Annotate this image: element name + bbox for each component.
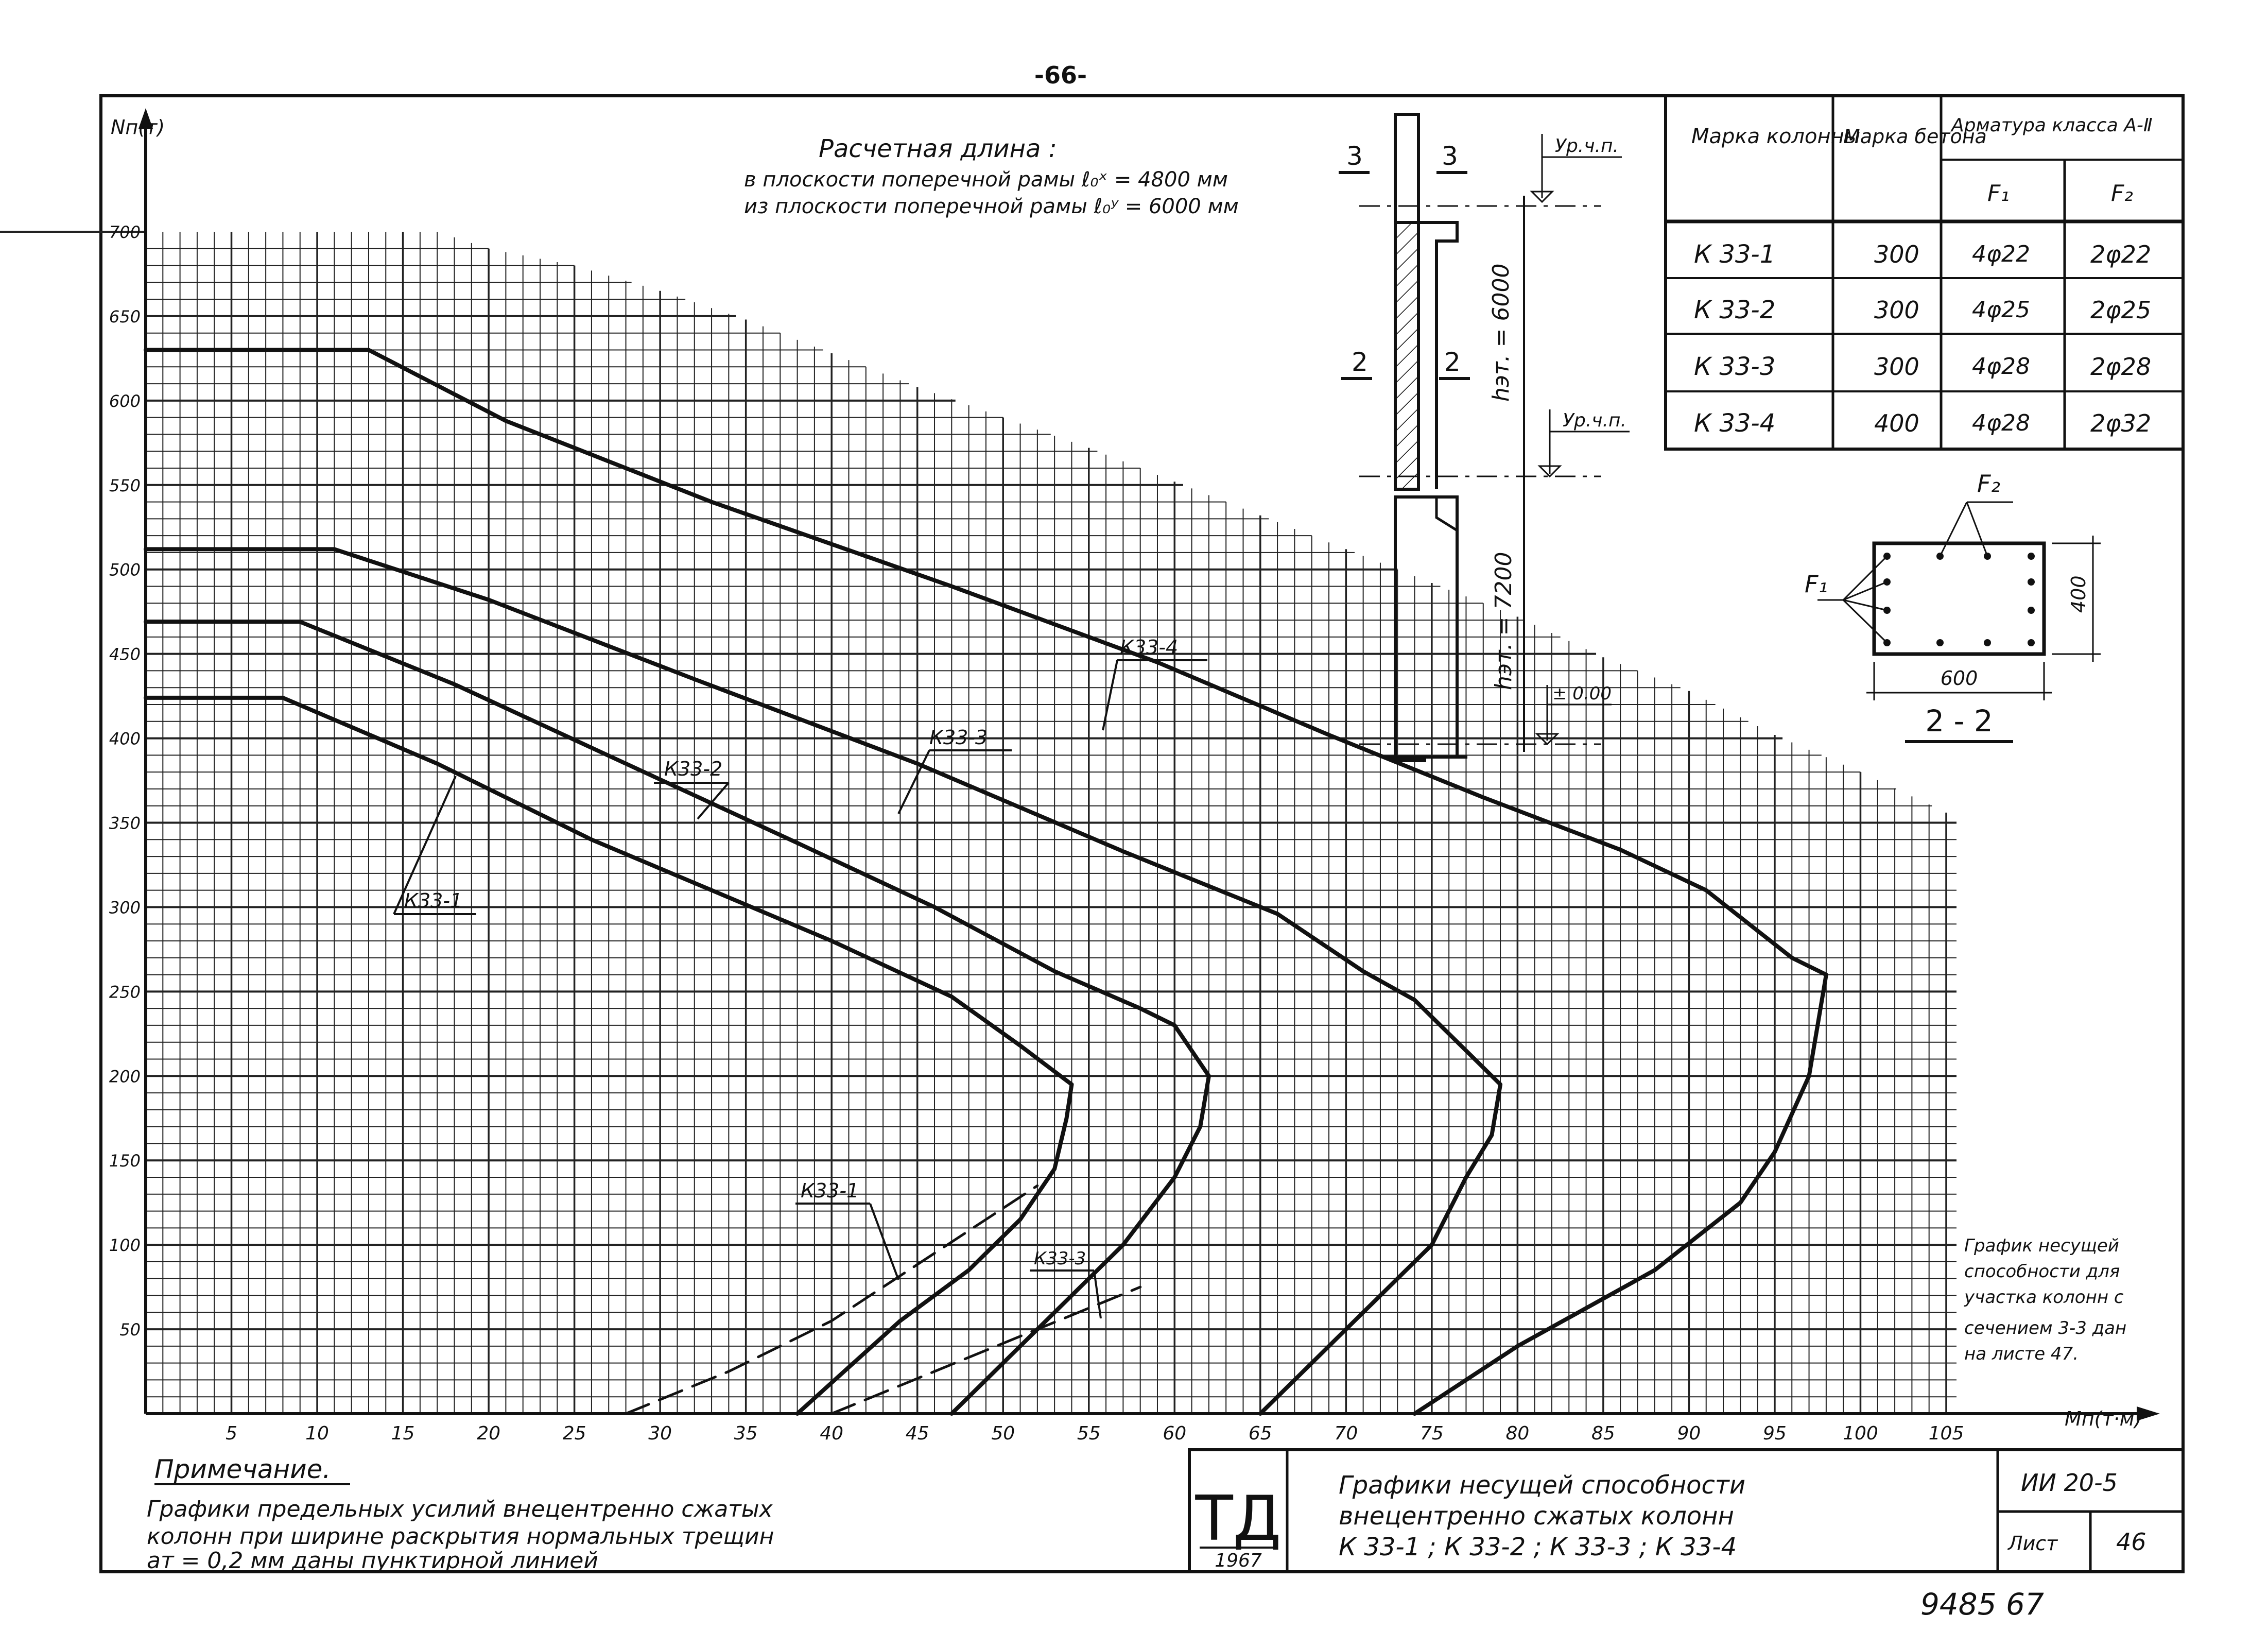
- x-tick-label: 5: [226, 1423, 237, 1444]
- table-cell-f2: 2φ28: [2090, 353, 2152, 381]
- y-tick-label: 550: [109, 475, 141, 495]
- table-cell-concrete: 300: [1874, 296, 1919, 324]
- x-axis-label: Mп(т·м): [2065, 1407, 2142, 1430]
- x-tick-label: 60: [1163, 1423, 1187, 1444]
- x-tick-label: 90: [1677, 1423, 1701, 1444]
- x-tick-label: 80: [1505, 1423, 1530, 1444]
- footnote-line: колонн при ширине раскрытия нормальных трещин: [147, 1523, 774, 1550]
- table-cell-f1: 4φ28: [1972, 353, 2031, 380]
- x-tick-label: 35: [734, 1423, 758, 1444]
- title-line: Графики несущей способности: [1339, 1471, 1746, 1500]
- cross-section-2-2: [1805, 470, 2101, 742]
- footnote: [147, 1454, 774, 1574]
- curve-label-k33-3-dashed: К33-3: [1034, 1248, 1086, 1269]
- y-tick-label: 600: [109, 391, 141, 411]
- design-length-line2: из плоскости поперечной рамы ℓ₀ʸ = 6000 мм: [744, 195, 1239, 218]
- sheet-number: 46: [2116, 1528, 2146, 1556]
- level-marker-top: [1532, 134, 1622, 202]
- x-tick-label: 20: [477, 1423, 501, 1444]
- curve-label-k33-3: К33-3: [929, 726, 988, 749]
- title-year: 1967: [1215, 1550, 1262, 1571]
- y-axis-label: Nп(т): [111, 116, 165, 139]
- footnote-line: Графики предельных усилий внецентренно сжатых: [147, 1496, 773, 1522]
- table-header-f1: F₁: [1987, 180, 2010, 207]
- x-tick-label: 10: [305, 1423, 329, 1444]
- sheet-label: Лист: [2008, 1532, 2058, 1555]
- side-note-line: участка колонн с: [1964, 1287, 2124, 1308]
- curve-label-k33-2: К33-2: [664, 758, 723, 780]
- chart-axes: [109, 108, 2160, 1444]
- title-line: К 33-1 ; К 33-2 ; К 33-3 ; К 33-4: [1339, 1533, 1737, 1561]
- section-height: 400: [2067, 575, 2090, 613]
- table-cell-f2: 2φ22: [2090, 241, 2152, 268]
- side-note-line: способности для: [1964, 1261, 2120, 1282]
- title-block: [1189, 1450, 2183, 1572]
- footnote-title: Примечание.: [154, 1454, 331, 1484]
- chart-grid: [0, 232, 1957, 1414]
- section-label-f1: F₁: [1805, 570, 1828, 598]
- series-code: ИИ 20-5: [2021, 1469, 2118, 1497]
- x-tick-label: 15: [391, 1423, 415, 1444]
- side-note-line: на листе 47.: [1964, 1344, 2079, 1364]
- curve-к333-series-2: [146, 549, 1500, 1414]
- x-tick-label: 100: [1843, 1423, 1878, 1444]
- table-header-f2: F₂: [2111, 180, 2133, 207]
- table-cell-mark: К 33-4: [1694, 409, 1776, 438]
- side-note: [1964, 1235, 2126, 1364]
- table-cell-f1: 4φ28: [1972, 410, 2031, 436]
- y-tick-label: 350: [109, 813, 141, 833]
- height-upper: hэт. = 6000: [1488, 263, 1514, 402]
- x-tick-label: 50: [991, 1423, 1015, 1444]
- x-tick-label: 75: [1419, 1423, 1444, 1444]
- table-cell-mark: К 33-3: [1694, 352, 1776, 381]
- table-cell-concrete: 300: [1874, 353, 1919, 381]
- table-cell-mark: К 33-1: [1694, 240, 1776, 269]
- y-tick-label: 50: [119, 1320, 141, 1340]
- y-tick-label: 650: [109, 306, 141, 327]
- table-cell-concrete: 300: [1874, 241, 1919, 268]
- logo: ТД: [1195, 1483, 1282, 1555]
- section-title: 2 - 2: [1925, 703, 1993, 739]
- side-note-line: График несущей: [1964, 1235, 2119, 1256]
- table-cell-f2: 2φ25: [2090, 296, 2152, 324]
- page-number: -66-: [1034, 61, 1087, 89]
- table-row: [1694, 296, 2151, 324]
- x-tick-label: 40: [820, 1423, 844, 1444]
- table-row: [1694, 240, 2151, 269]
- y-tick-label: 500: [109, 560, 141, 580]
- y-tick-label: 300: [109, 898, 141, 918]
- x-tick-label: 105: [1928, 1423, 1964, 1444]
- curve-label-k33-1: К33-1: [404, 889, 463, 912]
- x-tick-label: 25: [562, 1423, 586, 1444]
- footnote-line: aт = 0,2 мм даны пунктирной линией: [147, 1548, 598, 1574]
- table-cell-f1: 4φ25: [1972, 297, 2031, 323]
- level-marker-mid: [1539, 409, 1630, 476]
- design-length-line1: в плоскости поперечной рамы ℓ₀ˣ = 4800 мм: [744, 168, 1228, 192]
- y-tick-label: 400: [109, 729, 141, 749]
- capacity-chart: [0, 108, 2160, 1444]
- curve-label-k33-1-dashed: К33-1: [801, 1179, 859, 1202]
- x-tick-label: 65: [1248, 1423, 1272, 1444]
- reinforcement-table: [1666, 96, 2183, 449]
- level-marker-zero: [1537, 683, 1612, 744]
- table-cell-concrete: 400: [1874, 409, 1919, 437]
- height-lower: hэт. = 7200: [1491, 552, 1517, 690]
- archive-stamp: 9485 67: [1920, 1587, 2044, 1622]
- x-tick-label: 55: [1077, 1423, 1101, 1444]
- title-line: внецентренно сжатых колонн: [1339, 1502, 1734, 1531]
- x-tick-label: 70: [1334, 1423, 1358, 1444]
- x-tick-label: 30: [648, 1423, 672, 1444]
- y-tick-label: 200: [109, 1067, 141, 1087]
- y-tick-label: 150: [109, 1151, 141, 1171]
- section-width: 600: [1940, 667, 1978, 690]
- y-tick-label: 100: [109, 1235, 141, 1256]
- side-note-line: сечением 3-3 дан: [1964, 1318, 2127, 1338]
- table-cell-mark: К 33-2: [1694, 296, 1776, 324]
- table-header-mark-column: Марка колонны: [1691, 125, 1861, 148]
- x-tick-label: 45: [905, 1423, 929, 1444]
- y-tick-label: 450: [109, 644, 141, 664]
- section-mark-3-left: 3: [1346, 141, 1363, 171]
- x-tick-label: 85: [1591, 1423, 1615, 1444]
- y-tick-label: 250: [109, 982, 141, 1002]
- section-mark-2-left: 2: [1352, 347, 1368, 377]
- section-mark-2-right: 2: [1444, 347, 1461, 377]
- y-tick-label: 700: [109, 222, 141, 242]
- design-length-title: Расчетная длина :: [819, 134, 1057, 163]
- table-header-concrete: Марка бетона: [1843, 125, 1987, 148]
- level-zero-label: ± 0.00: [1552, 683, 1612, 704]
- section-label-f2: F₂: [1977, 470, 2000, 497]
- table-row: [1694, 409, 2151, 438]
- table-cell-f2: 2φ32: [2090, 409, 2152, 437]
- table-cell-f1: 4φ22: [1972, 241, 2031, 267]
- x-tick-label: 95: [1763, 1423, 1787, 1444]
- section-mark-3-right: 3: [1442, 141, 1458, 171]
- level-mid-label: Ур.ч.п.: [1563, 410, 1626, 431]
- table-row: [1694, 352, 2151, 381]
- level-top-label: Ур.ч.п.: [1555, 135, 1619, 157]
- table-header-rebar: Арматура класса А-Ⅱ: [1951, 115, 2153, 136]
- design-length-note: [744, 134, 1239, 218]
- curve-label-k33-4: К33-4: [1120, 636, 1179, 659]
